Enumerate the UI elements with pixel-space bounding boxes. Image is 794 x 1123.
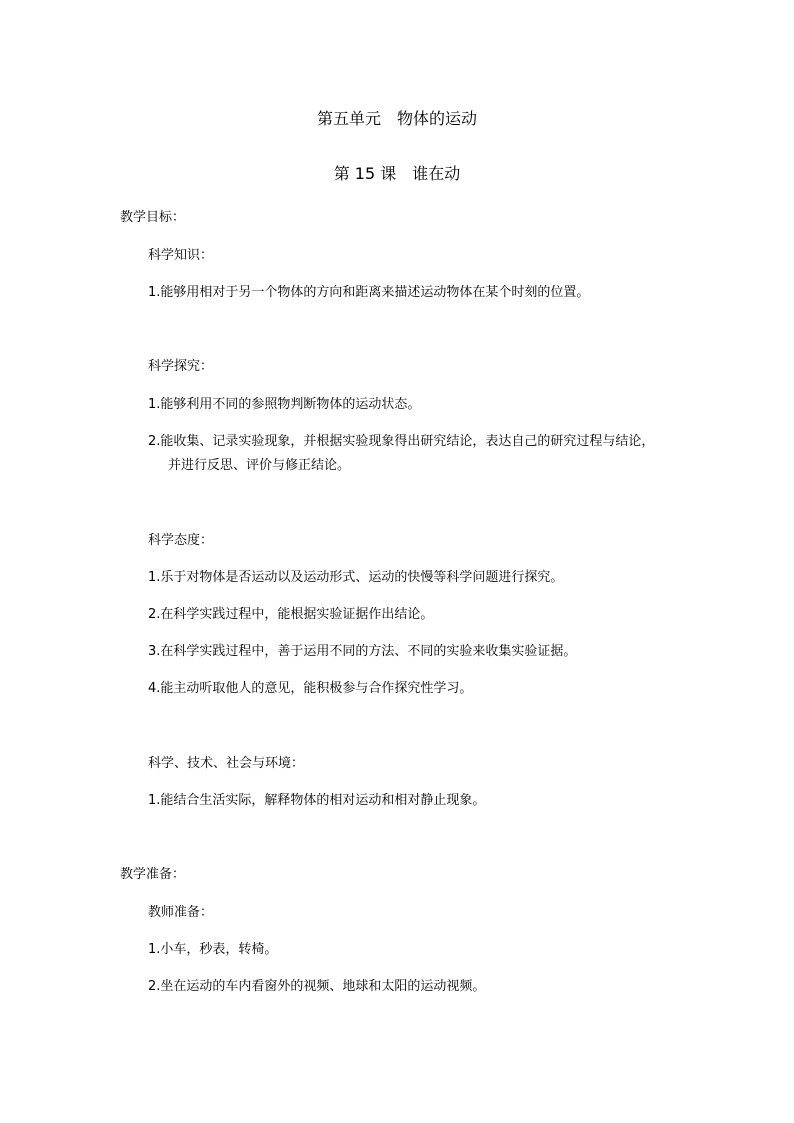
inquiry-item: 1.能够利用不同的参照物判断物体的运动状态。 xyxy=(148,397,421,412)
lesson-title: 第 15 课 谁在动 xyxy=(333,164,461,183)
attitude-item: 1.乐于对物体是否运动以及运动形式、运动的快慢等科学问题进行探究。 xyxy=(148,570,564,585)
knowledge-item: 1.能够用相对于另一个物体的方向和距离来描述运动物体在某个时刻的位置。 xyxy=(148,285,590,300)
objectives-heading: 教学目标： xyxy=(120,210,186,225)
teacher-prep-item: 1.小车，秒表，转椅。 xyxy=(148,942,278,957)
attitude-heading: 科学态度： xyxy=(148,533,214,548)
inquiry-item: 2.能收集、记录实验现象，并根据实验现象得出研究结论，表达自己的研究过程与结论， xyxy=(148,434,655,449)
sts-item: 1.能结合生活实际，解释物体的相对运动和相对静止现象。 xyxy=(148,793,486,808)
inquiry-heading: 科学探究： xyxy=(148,359,214,374)
teacher-prep-item: 2.坐在运动的车内看窗外的视频、地球和太阳的运动视频。 xyxy=(148,979,486,994)
knowledge-heading: 科学知识： xyxy=(148,248,214,263)
preparation-heading: 教学准备： xyxy=(120,867,186,882)
inquiry-item-continuation: 并进行反思、评价与修正结论。 xyxy=(168,458,351,473)
attitude-item: 2.在科学实践过程中，能根据实验证据作出结论。 xyxy=(148,607,434,622)
unit-title: 第五单元 物体的运动 xyxy=(316,109,477,128)
attitude-item: 4.能主动听取他人的意见，能积极参与合作探究性学习。 xyxy=(148,681,473,696)
teacher-prep-heading: 教师准备： xyxy=(148,905,214,920)
sts-heading: 科学、技术、社会与环境： xyxy=(148,756,305,771)
attitude-item: 3.在科学实践过程中，善于运用不同的方法、不同的实验来收集实验证据。 xyxy=(148,644,577,659)
